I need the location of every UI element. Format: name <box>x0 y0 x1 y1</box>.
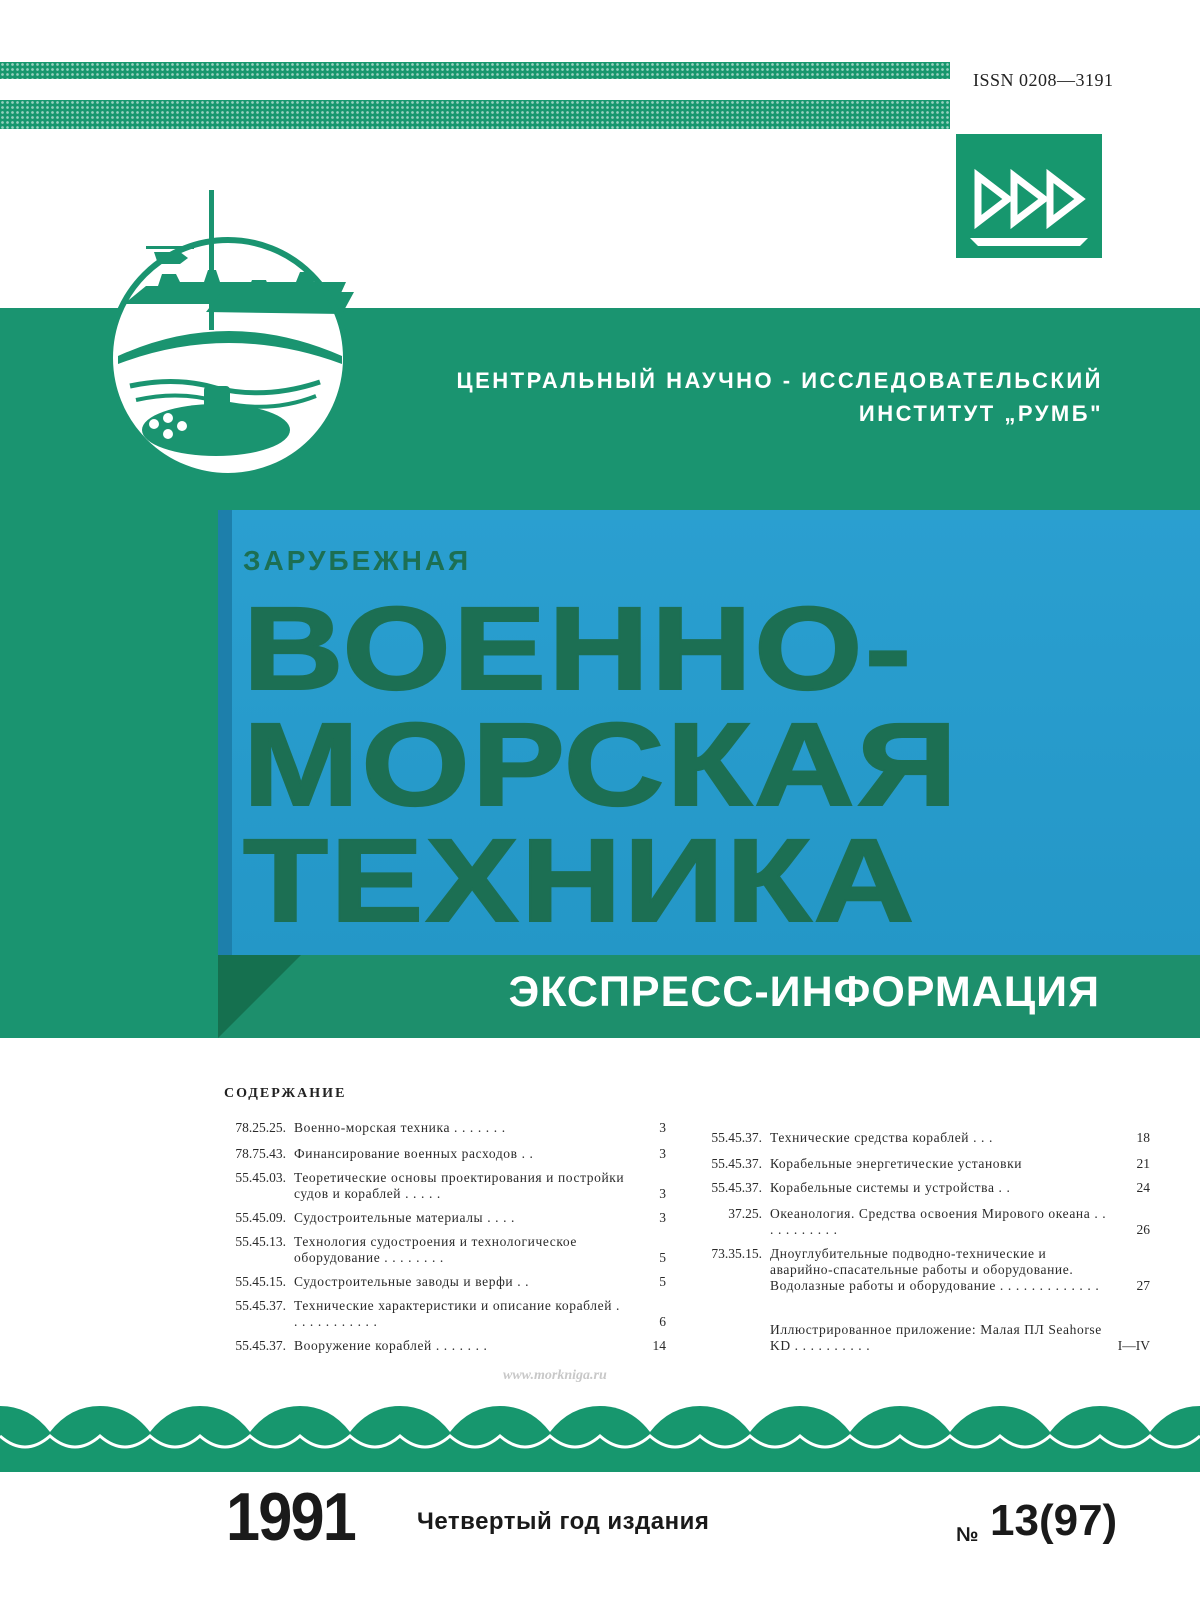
journal-title-line-1: ВОЕННО- <box>243 583 914 715</box>
edition-text: Четвертый год издания <box>417 1508 710 1535</box>
toc-entry <box>690 1156 1150 1172</box>
watermark: www.morkniga.ru <box>503 1368 607 1383</box>
toc-page: 3 <box>659 1210 666 1225</box>
toc-title: Дноуглубительные подводно-технические и аварийно-спасательные работы и оборудование. Водолазные работы и оборудование . . . . . . . . . . . . . <box>770 1246 1100 1293</box>
toc-title: Судостроительные материалы . . . . <box>294 1210 516 1225</box>
navy-emblem-icon <box>96 186 366 486</box>
toc-entry <box>216 1298 666 1330</box>
toc-page: 3 <box>659 1186 666 1201</box>
journal-title-line-2: МОРСКАЯ <box>243 699 960 831</box>
journal-subtitle: ЗАРУБЕЖНАЯ <box>243 545 472 576</box>
toc-page: I—IV <box>1117 1338 1150 1353</box>
toc-entry <box>216 1210 666 1226</box>
toc-title: Технические средства кораблей . . . <box>770 1130 993 1145</box>
toc-code: 55.45.03. <box>235 1170 286 1185</box>
toc-title: Корабельные энергетические установки <box>770 1156 1023 1171</box>
toc-page: 18 <box>1136 1130 1150 1145</box>
toc-page: 21 <box>1136 1156 1150 1171</box>
toc-code: 55.45.13. <box>235 1234 286 1249</box>
toc-title: Технология судостроения и технологическое оборудование . . . . . . . . <box>294 1234 577 1265</box>
toc-entry <box>216 1274 666 1290</box>
toc-title: Технические характеристики и описание кораблей . . . . . . . . . . . . <box>294 1298 620 1329</box>
toc-entry <box>690 1130 1150 1146</box>
toc-entry <box>690 1206 1150 1238</box>
toc-entry <box>216 1338 666 1354</box>
toc-code: 55.45.09. <box>235 1210 286 1225</box>
toc-code: 73.35.15. <box>711 1246 762 1261</box>
institute-line-2: ИНСТИТУТ „РУМБ" <box>858 401 1103 426</box>
issn: ISSN 0208—3191 <box>973 70 1114 90</box>
toc-page: 5 <box>659 1250 666 1265</box>
journal-title-line-3: ТЕХНИКА <box>243 815 917 947</box>
toc-title: Теоретические основы проектирования и постройки судов и кораблей . . . . . <box>294 1170 625 1201</box>
toc-title: Корабельные системы и устройства . . <box>770 1180 1011 1195</box>
toc-code: 37.25. <box>728 1206 762 1221</box>
toc-code: 55.45.37. <box>235 1338 286 1353</box>
institute-line-1: ЦЕНТРАЛЬНЫЙ НАУЧНО - ИССЛЕДОВАТЕЛЬСКИЙ <box>456 368 1103 393</box>
toc-page: 5 <box>659 1274 666 1289</box>
toc-page: 3 <box>659 1146 666 1161</box>
toc-entry <box>216 1120 666 1136</box>
toc-page: 24 <box>1136 1180 1150 1195</box>
toc-title: Иллюстрированное приложение: Малая ПЛ Seahorse KD . . . . . . . . . . <box>770 1322 1102 1353</box>
header-stripe-top <box>0 62 950 79</box>
toc-title: Вооружение кораблей . . . . . . . <box>294 1338 488 1353</box>
rumb-logo-icon <box>956 134 1102 258</box>
toc-title: Судостроительные заводы и верфи . . <box>294 1274 530 1289</box>
toc-entry <box>690 1246 1150 1294</box>
series-title: ЭКСПРЕСС-ИНФОРМАЦИЯ <box>508 968 1100 1016</box>
toc-code: 55.45.15. <box>235 1274 286 1289</box>
toc-page: 27 <box>1136 1278 1150 1293</box>
toc-code: 55.45.37. <box>711 1130 762 1145</box>
publication-year: 1991 <box>226 1479 355 1555</box>
number-sign: № <box>956 1524 979 1546</box>
toc-page: 14 <box>652 1338 666 1353</box>
series-band-shade <box>218 955 301 1038</box>
toc-entry <box>690 1322 1150 1354</box>
toc-page: 26 <box>1136 1222 1150 1237</box>
toc-page: 3 <box>659 1120 666 1135</box>
toc-title: Океанология. Средства освоения Мирового океана . . . . . . . . . . . <box>770 1206 1107 1237</box>
footer-wave-band <box>0 1396 1200 1472</box>
header-stripe-bottom <box>0 100 950 129</box>
toc-title: Финансирование военных расходов . . <box>294 1146 534 1161</box>
toc-code: 55.45.37. <box>711 1180 762 1195</box>
toc-entry <box>216 1234 666 1266</box>
toc-code: 55.45.37. <box>235 1298 286 1313</box>
contents-heading: СОДЕРЖАНИЕ <box>224 1086 347 1101</box>
toc-code: 78.75.43. <box>235 1146 286 1161</box>
toc-code: 78.25.25. <box>235 1120 286 1135</box>
toc-entry <box>690 1180 1150 1196</box>
toc-code: 55.45.37. <box>711 1156 762 1171</box>
toc-entry <box>216 1170 666 1202</box>
toc-page: 6 <box>659 1314 666 1329</box>
title-box-edge <box>218 510 232 955</box>
issue-number: 13(97) <box>990 1496 1118 1545</box>
toc-entry <box>216 1146 666 1162</box>
toc-title: Военно-морская техника . . . . . . . <box>294 1120 506 1135</box>
